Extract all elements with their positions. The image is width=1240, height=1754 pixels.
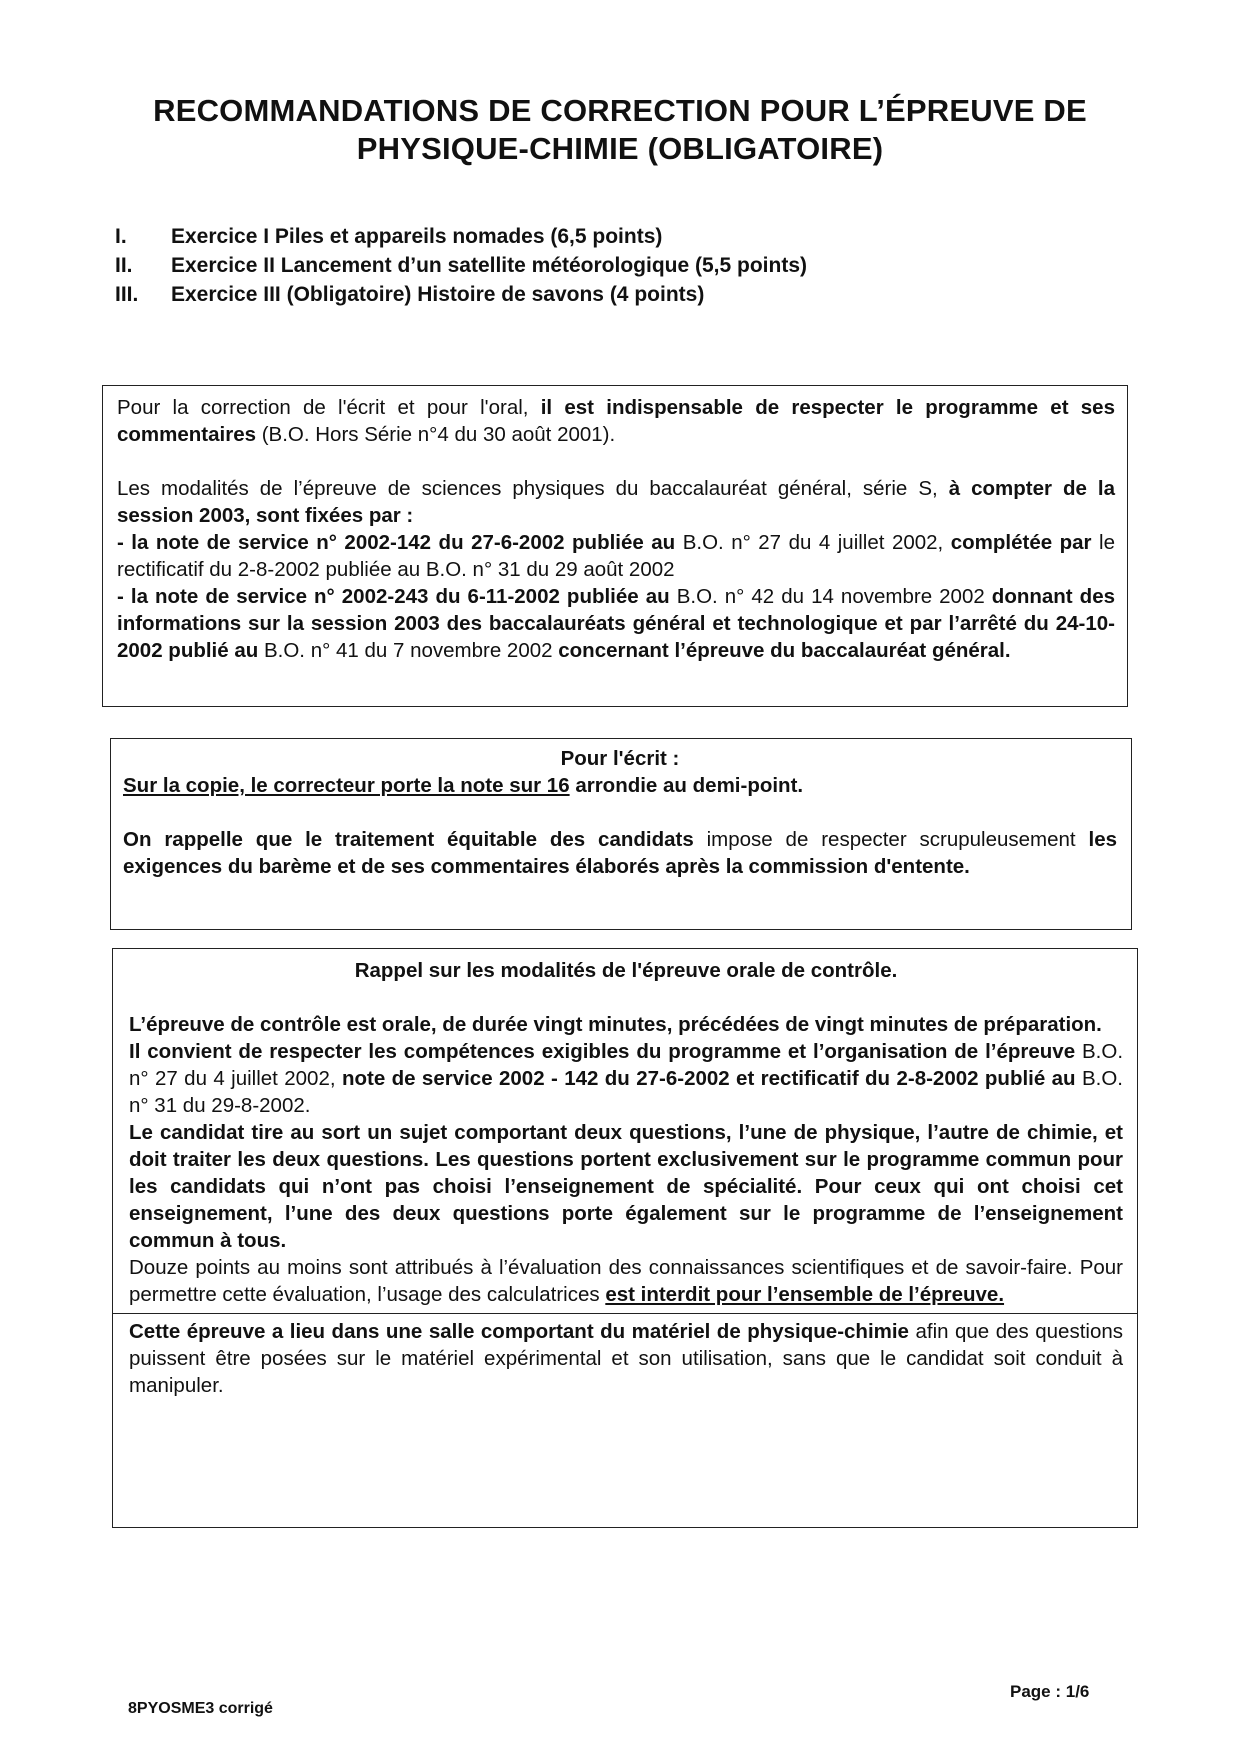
title-line-2: PHYSIQUE-CHIMIE (OBLIGATOIRE) — [356, 131, 884, 166]
list-item-number: I. — [115, 225, 127, 248]
list-item — [115, 251, 807, 280]
text-span: B.O. n° 27 du 4 juillet 2002, — [129, 1040, 1124, 1090]
modalites-paragraph — [117, 475, 1115, 529]
text-span: le rectificatif du 2-8-2002 publiée au B.O. n° 31 du 29 août 2002 — [117, 531, 1116, 581]
text-span: Les modalités de l’épreuve de sciences physiques du baccalauréat général, série S, — [117, 477, 938, 500]
list-item-number: III. — [115, 283, 139, 306]
note-service-2 — [117, 583, 1115, 664]
draw-subject-paragraph: Le candidat tire au sort un sujet comportant deux questions, l’une de physique, l’autre de chimie, et doit traiter les deux questions. Les questions portent exclusivement sur le programme commun pour les candidats qui n’ont pas choisi l’enseignement de spécialité. Pour ceux qui ont choisi cet enseignement, l’une des deux questions porte également sur le programme de l’enseignement commun à tous. — [129, 1121, 1123, 1252]
title-line-1: RECOMMANDATIONS DE CORRECTION POUR L’ÉPREUVE DE — [153, 93, 1087, 128]
text-span: arrondie au demi-point. — [575, 774, 804, 797]
text-span: Sur la copie, le correcteur porte la note sur 16 — [123, 774, 570, 797]
text-span: B.O. n° 42 du 14 novembre 2002 — [676, 585, 985, 608]
text-span: Cette épreuve a lieu dans une salle comportant du matériel de physique-chimie — [129, 1320, 909, 1343]
document-title — [100, 92, 1140, 168]
text-span: B.O. n° 27 du 4 juillet 2002, — [682, 531, 944, 554]
text-span: B.O. n° 41 du 7 novembre 2002 — [263, 639, 553, 662]
text-span: afin que des questions puissent être posées sur le matériel expérimental et son utilisation, sans que le candidat soit conduit à manipuler. — [129, 1320, 1123, 1397]
box-heading: Rappel sur les modalités de l'épreuve orale de contrôle. — [354, 959, 898, 982]
note-service-1 — [117, 529, 1115, 583]
list-item-number: II. — [115, 254, 133, 277]
program-notice-paragraph — [117, 394, 1115, 448]
program-notice-box — [102, 385, 1128, 707]
divider — [113, 1313, 1137, 1314]
text-span: - la note de service n° 2002-243 du 6-11-2002 publiée au — [117, 585, 670, 608]
text-span: les exigences du barème et de ses commentaires élaborés après la commission d'entente. — [123, 828, 1117, 878]
text-span: Pour la correction de l'écrit et pour l'oral, — [117, 396, 529, 419]
duration-paragraph: L’épreuve de contrôle est orale, de durée vingt minutes, précédées de vingt minutes de préparation. — [129, 1013, 1102, 1036]
text-span: Il convient de respecter les compétences exigibles du programme et l’organisation de l’épreuve — [129, 1040, 1076, 1063]
list-item-text: Exercice III (Obligatoire) Histoire de savons (4 points) — [171, 283, 705, 306]
text-span: On rappelle que le traitement équitable des candidats — [123, 828, 694, 851]
document-code: 8PYOSME3 corrigé — [128, 1700, 273, 1717]
text-span: note de service 2002 - 142 du 27-6-2002 et rectificatif du 2-8-2002 publié au — [341, 1067, 1076, 1090]
text-span: impose de respecter scrupuleusement — [706, 828, 1076, 851]
evaluation-paragraph — [129, 1254, 1123, 1308]
text-span: il est indispensable de respecter le programme et ses commentaires — [117, 396, 1115, 446]
text-span: Douze points au moins sont attribués à l’évaluation des connaissances scientifiques et de savoir-faire. Pour permettre cette évaluation, l’usage des calculatrices — [129, 1256, 1123, 1306]
text-span: complétée par — [950, 531, 1092, 554]
written-exam-box — [110, 738, 1132, 930]
text-span: concernant l’épreuve du baccalauréat général. — [558, 639, 1011, 662]
text-span: (B.O. Hors Série n°4 du 30 août 2001). — [261, 423, 616, 446]
text-span: - la note de service n° 2002-142 du 27-6-2002 publiée au — [117, 531, 676, 554]
oral-exam-box — [112, 948, 1138, 1528]
list-item — [115, 222, 807, 251]
list-item-text: Exercice II Lancement d’un satellite météorologique (5,5 points) — [171, 254, 807, 277]
equity-paragraph — [123, 826, 1117, 880]
list-item-text: Exercice I Piles et appareils nomades (6,5 points) — [171, 225, 663, 248]
text-span: est interdit pour l’ensemble de l’épreuve. — [605, 1283, 1005, 1306]
box-heading: Pour l'écrit : — [560, 747, 680, 770]
exercise-list — [115, 222, 807, 309]
list-item — [115, 280, 807, 309]
page-number: Page : 1/6 — [1010, 1682, 1090, 1701]
text-span: B.O. n° 31 du 29-8-2002. — [129, 1067, 1123, 1117]
text-span: à compter de la session 2003, sont fixées par : — [117, 477, 1115, 527]
grading-paragraph — [123, 772, 1117, 799]
room-paragraph — [129, 1318, 1123, 1399]
competences-paragraph — [129, 1038, 1123, 1119]
text-span: donnant des informations sur la session 2003 des baccalauréats général et technologique et par l’arrêté du 24-10-2002 publié au — [117, 585, 1116, 662]
